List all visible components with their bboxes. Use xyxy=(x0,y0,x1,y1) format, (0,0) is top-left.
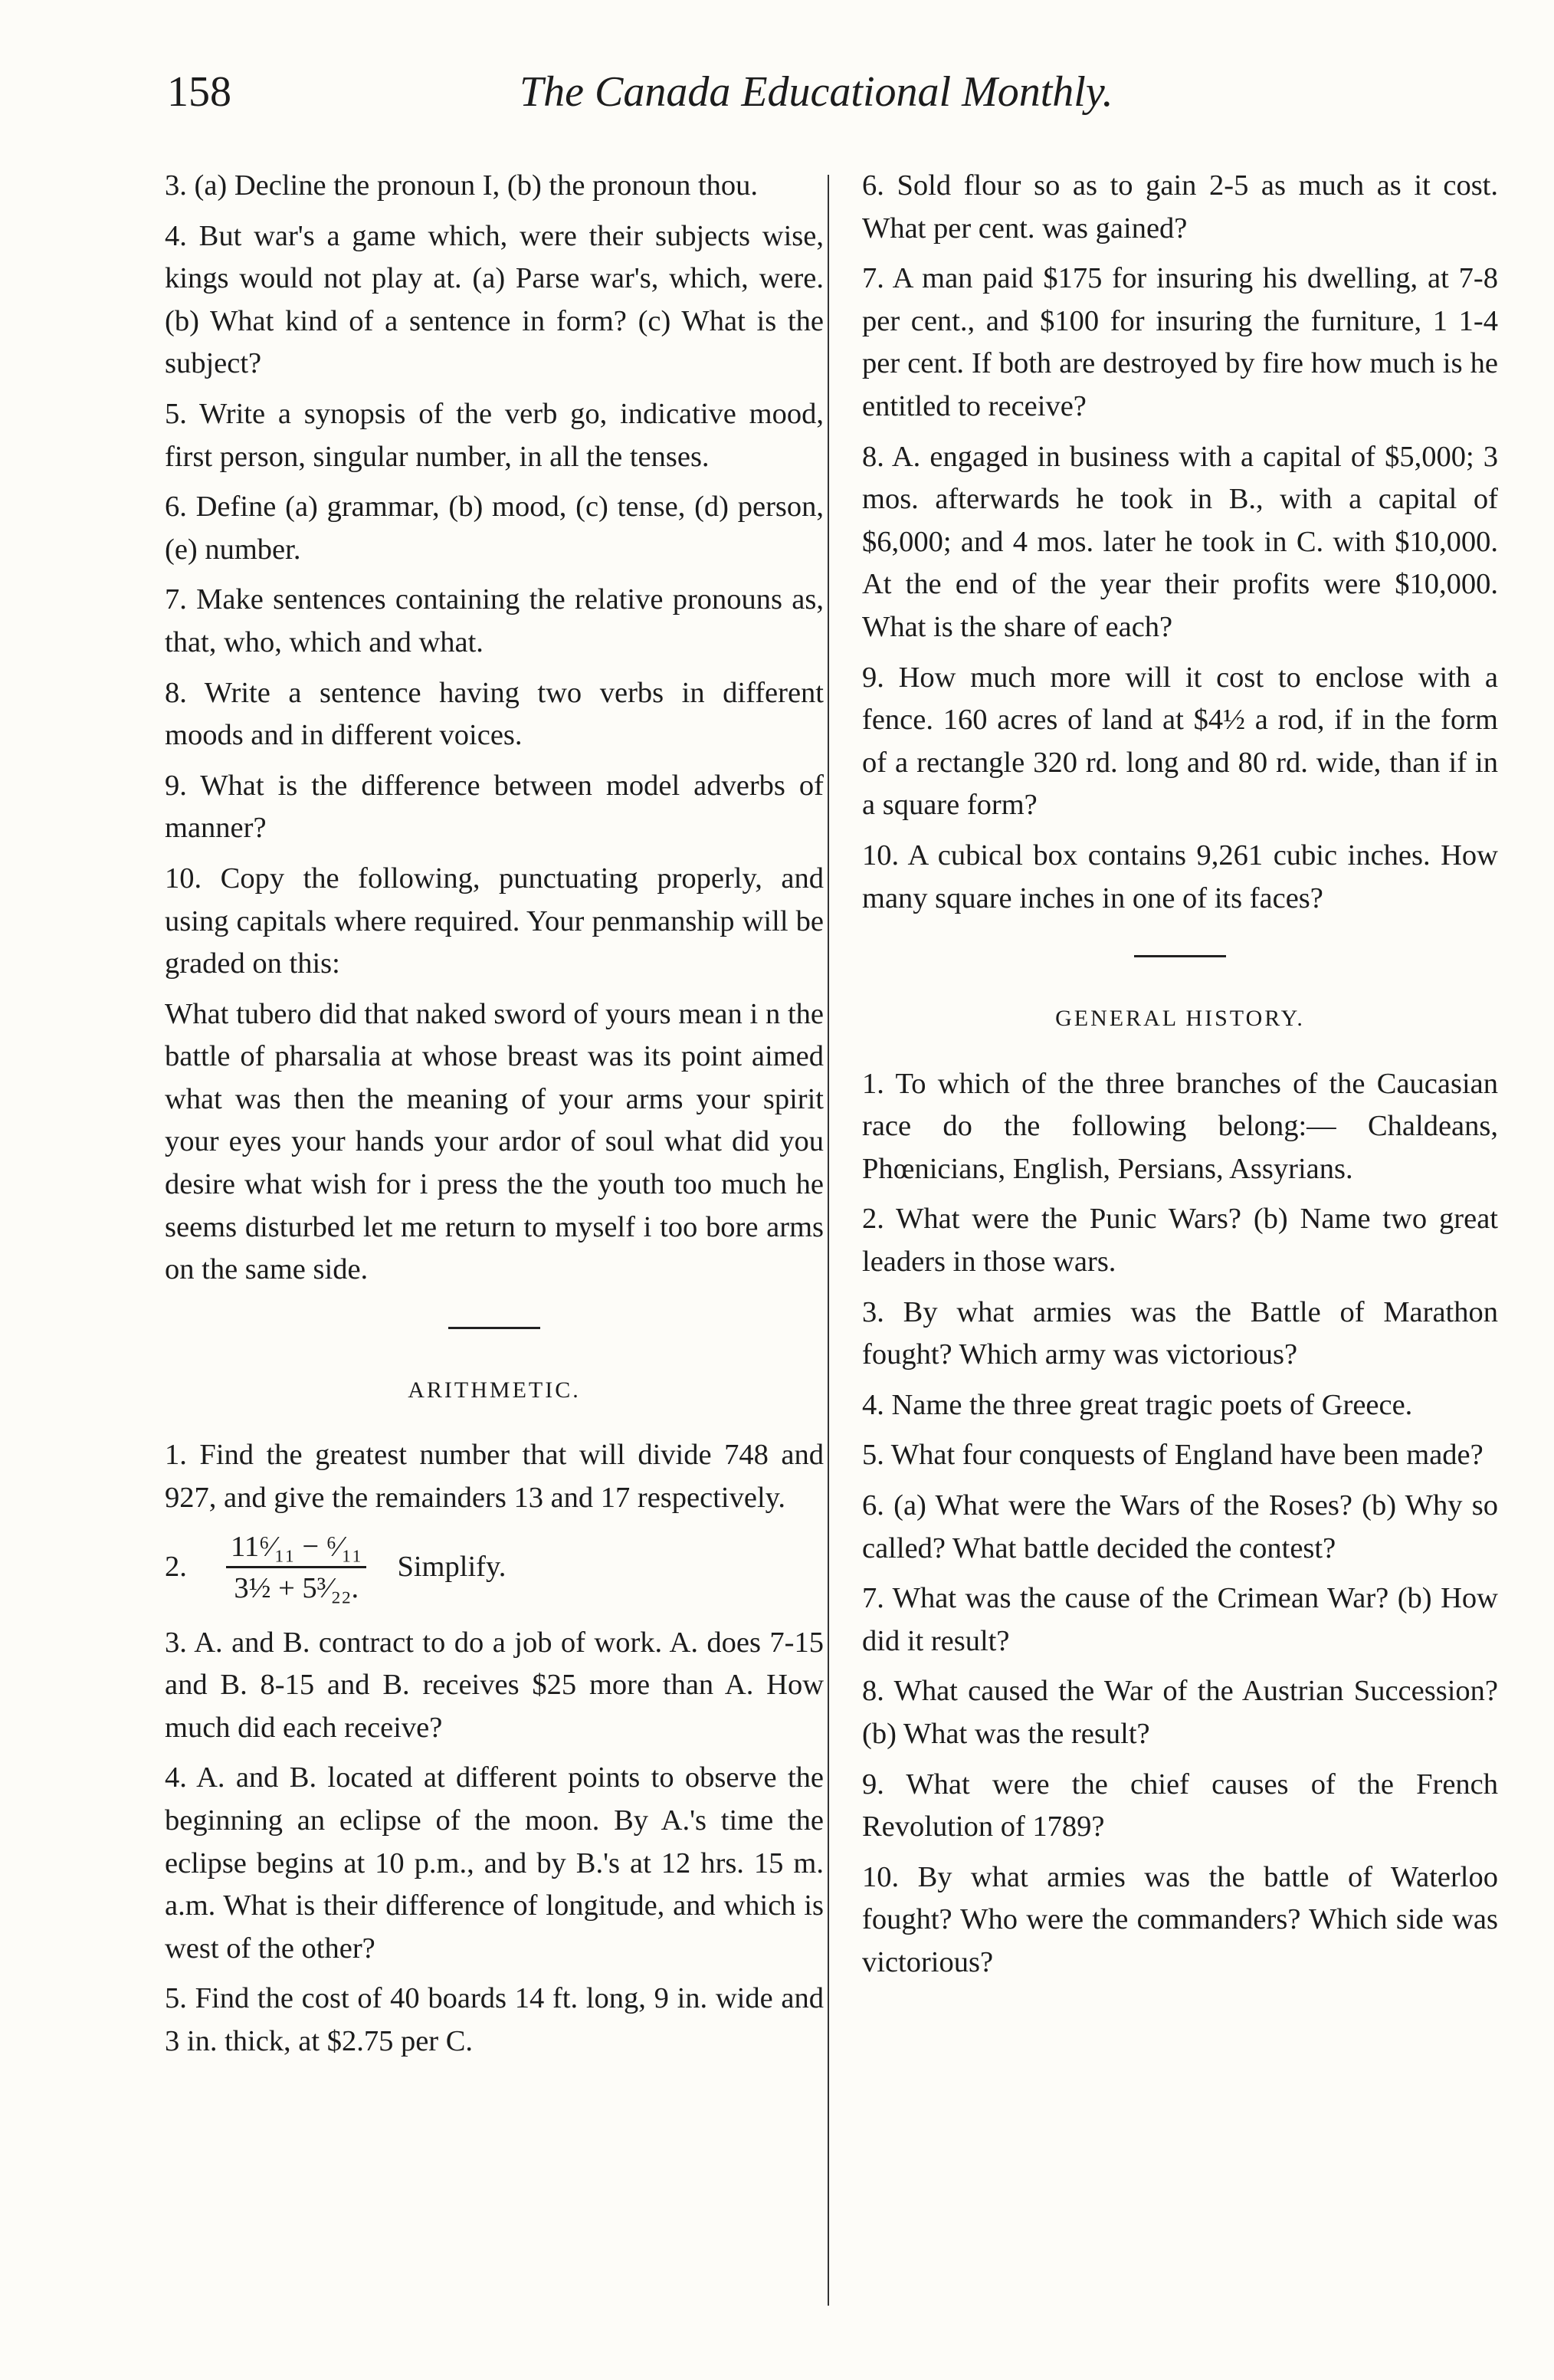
history-question-3: 3. By what armies was the Battle of Marathon fought? Which army was victorious? xyxy=(862,1295,1498,1371)
running-header xyxy=(167,67,1500,129)
left-column xyxy=(165,165,824,2071)
arithmetic-heading: ARITHMETIC. xyxy=(408,1377,581,1403)
arithmetic-question-4: 4. A. and B. located at different points to observe the beginning an eclipse of the moon. By A.'s time the eclipse begins at 10 p.m., and by B.'s at 12 hrs. 15 m. a.m. What is their difference of longitude, and which is west of the other? xyxy=(165,1761,824,1965)
fraction-denominator: 3½ + 5³⁄₂₂. xyxy=(234,1571,359,1604)
running-title: The Canada Educational Monthly. xyxy=(520,68,1113,116)
history-question-6: 6. (a) What were the Wars of the Roses? (b) Why so called? What battle decided the contest? xyxy=(862,1489,1498,1564)
simplify-instruction: Simplify. xyxy=(397,1551,507,1584)
grammar-question-8: 8. Write a sentence having two verbs in different moods and in different voices. xyxy=(165,676,824,752)
arithmetic-question-8: 8. A. engaged in business with a capital of $5,000; 3 mos. afterwards he took in B., with a capital of $6,000; and 4 mos. later he took in C. with $10,000. At the end of the year their profits were $10,000. What is the share of each? xyxy=(862,440,1498,643)
right-column xyxy=(862,165,1498,1992)
column-divider xyxy=(828,175,829,2306)
arithmetic-question-2 xyxy=(165,1528,824,1608)
punctuation-passage: What tubero did that naked sword of yours mean i n the battle of pharsalia at whose breast was its point aimed what was then the meaning of your arms your spirit your eyes your hands your ardor of soul what did you desire what wish for i press the the youth too much he seems disturbed let me return to myself i too bore arms on the same side. xyxy=(165,997,824,1286)
grammar-question-7: 7. Make sentences containing the relative pronouns as, that, who, which and what. xyxy=(165,583,824,658)
grammar-question-5: 5. Write a synopsis of the verb go, indicative mood, first person, singular number, in all the tenses. xyxy=(165,397,824,473)
arithmetic-question-9: 9. How much more will it cost to enclose with a fence. 160 acres of land at $4½ a rod, if in the form of a rectangle 320 rd. long and 80 rd. wide, than if in a square form? xyxy=(862,661,1498,822)
arithmetic-question-10: 10. A cubical box contains 9,261 cubic inches. How many square inches in one of its faces? xyxy=(862,839,1498,914)
grammar-question-3: 3. (a) Decline the pronoun I, (b) the pronoun thou. xyxy=(165,169,759,202)
history-question-7: 7. What was the cause of the Crimean War? (b) How did it result? xyxy=(862,1582,1498,1657)
history-question-10: 10. By what armies was the battle of Waterloo fought? Who were the commanders? Which side was victorious? xyxy=(862,1860,1498,1978)
grammar-question-6: 6. Define (a) grammar, (b) mood, (c) tense, (d) person, (e) number. xyxy=(165,491,824,566)
section-divider xyxy=(1134,955,1226,957)
history-question-2: 2. What were the Punic Wars? (b) Name two great leaders in those wars. xyxy=(862,1203,1498,1279)
history-question-4: 4. Name the three great tragic poets of Greece. xyxy=(862,1388,1413,1421)
fraction-numerator: 11⁶⁄₁₁ − ⁶⁄₁₁ xyxy=(226,1528,366,1568)
section-divider xyxy=(448,1327,540,1329)
history-question-1: 1. To which of the three branches of the Caucasian race do the following belong:— Chaldeans, Phœnicians, English, Persians, Assyrians. xyxy=(862,1067,1498,1185)
grammar-question-4: 4. But war's a game which, were their subjects wise, kings would not play at. (a) Parse war's, which, were. (b) What kind of a sentence in form? (c) What is the subject? xyxy=(165,219,824,380)
arithmetic-question-6: 6. Sold flour so as to gain 2-5 as much as it cost. What per cent. was gained? xyxy=(862,169,1498,245)
page-number: 158 xyxy=(167,68,231,116)
grammar-question-10: 10. Copy the following, punctuating properly, and using capitals where required. Your penmanship will be graded on this: xyxy=(165,862,824,980)
question-number: 2. xyxy=(165,1551,187,1584)
history-question-5: 5. What four conquests of England have been made? xyxy=(862,1439,1484,1472)
fraction-expression xyxy=(226,1528,366,1608)
general-history-heading: GENERAL HISTORY. xyxy=(1055,1006,1305,1032)
history-question-9: 9. What were the chief causes of the French Revolution of 1789? xyxy=(862,1768,1498,1843)
arithmetic-question-7: 7. A man paid $175 for insuring his dwelling, at 7-8 per cent., and $100 for insuring the furniture, 1 1-4 per cent. If both are destroyed by fire how much is he entitled to receive? xyxy=(862,262,1498,422)
history-question-8: 8. What caused the War of the Austrian Succession? (b) What was the result? xyxy=(862,1675,1498,1750)
arithmetic-question-3: 3. A. and B. contract to do a job of work. A. does 7-15 and B. 8-15 and B. receives $25 more than A. How much did each receive? xyxy=(165,1626,824,1744)
arithmetic-question-1: 1. Find the greatest number that will divide 748 and 927, and give the remainders 13 and 17 respectively. xyxy=(165,1439,824,1515)
grammar-question-9: 9. What is the difference between model adverbs of manner? xyxy=(165,769,824,845)
arithmetic-question-5: 5. Find the cost of 40 boards 14 ft. long, 9 in. wide and 3 in. thick, at $2.75 per C. xyxy=(165,1982,824,2057)
